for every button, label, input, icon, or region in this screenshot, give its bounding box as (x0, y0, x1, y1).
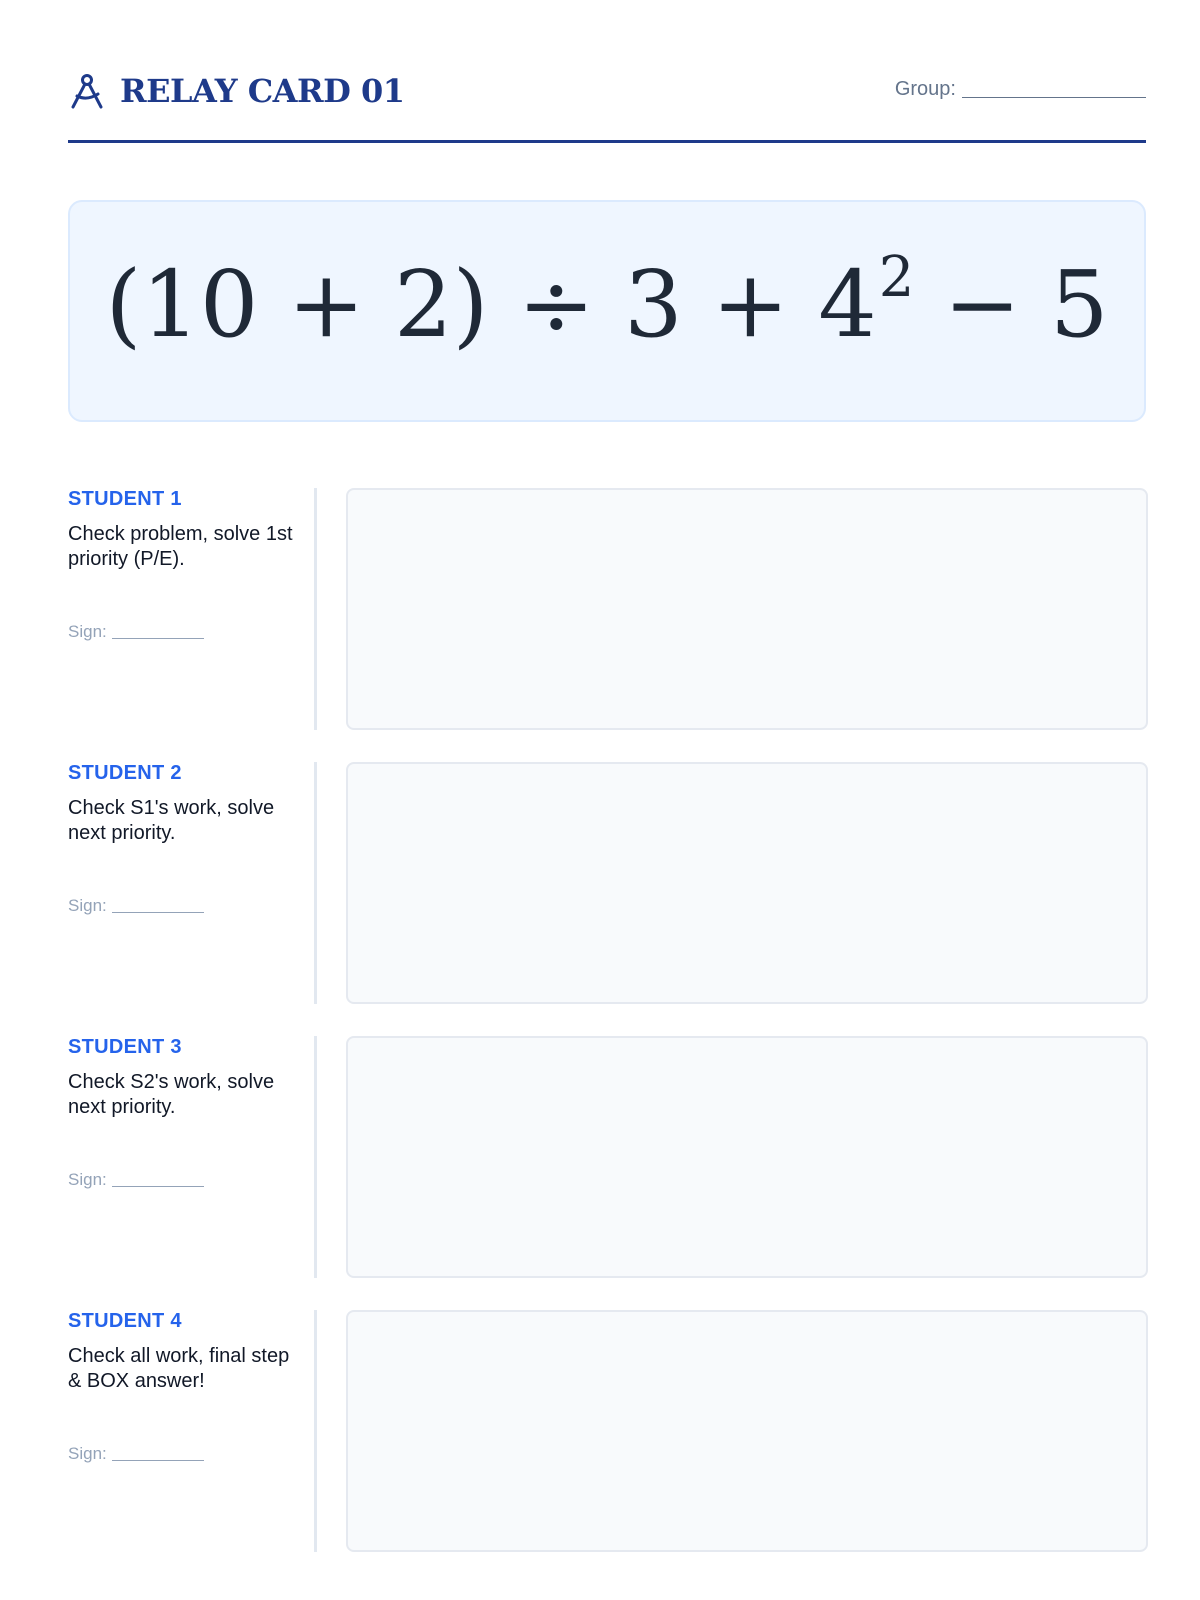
student-task: Check all work, final step & BOX answer! (68, 1345, 290, 1392)
group-label: Group: (894, 78, 956, 100)
student-info (68, 762, 308, 1004)
sign-blank-line[interactable] (112, 1460, 204, 1461)
expr-op-plus-2: + (711, 251, 789, 358)
row-divider (314, 762, 317, 1004)
student-heading: STUDENT 3 (68, 1036, 182, 1058)
student-info (68, 1310, 308, 1552)
card-header (68, 64, 1146, 118)
sign-label: Sign: (68, 1170, 107, 1189)
expr-op-minus: − (943, 251, 1021, 358)
problem-expression (70, 240, 1144, 383)
group-field[interactable] (895, 78, 1146, 101)
work-area-1[interactable] (346, 488, 1148, 730)
relay-card (68, 0, 1146, 1600)
expr-open-paren: ( (105, 251, 142, 358)
sign-label: Sign: (68, 896, 107, 915)
card-title: RELAY CARD 01 (120, 72, 405, 110)
problem-box (68, 200, 1146, 422)
compass-icon (68, 72, 106, 110)
student-row-1 (68, 488, 1146, 730)
sign-blank-line[interactable] (112, 1186, 204, 1187)
row-divider (314, 1310, 317, 1552)
student-task: Check S1's work, solve next priority. (68, 797, 275, 844)
student-task: Check S2's work, solve next priority. (68, 1071, 275, 1118)
expr-term-c: 3 (624, 251, 683, 358)
expr-base: 4 (818, 251, 877, 358)
row-divider (314, 1036, 317, 1278)
student-heading: STUDENT 4 (68, 1310, 182, 1332)
sign-label: Sign: (68, 1444, 107, 1463)
sign-field[interactable] (68, 1444, 204, 1464)
work-area-2[interactable] (346, 762, 1148, 1004)
student-row-4 (68, 1310, 1146, 1552)
student-info (68, 1036, 308, 1278)
student-heading: STUDENT 2 (68, 762, 182, 784)
sign-field[interactable] (68, 1170, 204, 1190)
work-area-3[interactable] (346, 1036, 1148, 1278)
expr-exponent: 2 (878, 245, 915, 310)
brand (68, 68, 405, 114)
student-task: Check problem, solve 1st priority (P/E). (68, 523, 293, 570)
group-blank-line[interactable] (962, 97, 1146, 98)
sign-field[interactable] (68, 622, 204, 642)
expr-close-paren: ) (452, 251, 489, 358)
student-row-3 (68, 1036, 1146, 1278)
expr-term-a: 10 (141, 251, 259, 358)
header-rule (68, 140, 1146, 143)
work-area-4[interactable] (346, 1310, 1148, 1552)
expr-term-d: 5 (1050, 251, 1109, 358)
student-heading: STUDENT 1 (68, 488, 182, 510)
sign-blank-line[interactable] (112, 912, 204, 913)
student-row-2 (68, 762, 1146, 1004)
expr-op-plus: + (287, 251, 365, 358)
expr-term-b: 2 (394, 251, 453, 358)
sign-blank-line[interactable] (112, 638, 204, 639)
student-info (68, 488, 308, 730)
expr-op-divide: ÷ (517, 251, 595, 358)
sign-field[interactable] (68, 896, 204, 916)
sign-label: Sign: (68, 622, 107, 641)
row-divider (314, 488, 317, 730)
